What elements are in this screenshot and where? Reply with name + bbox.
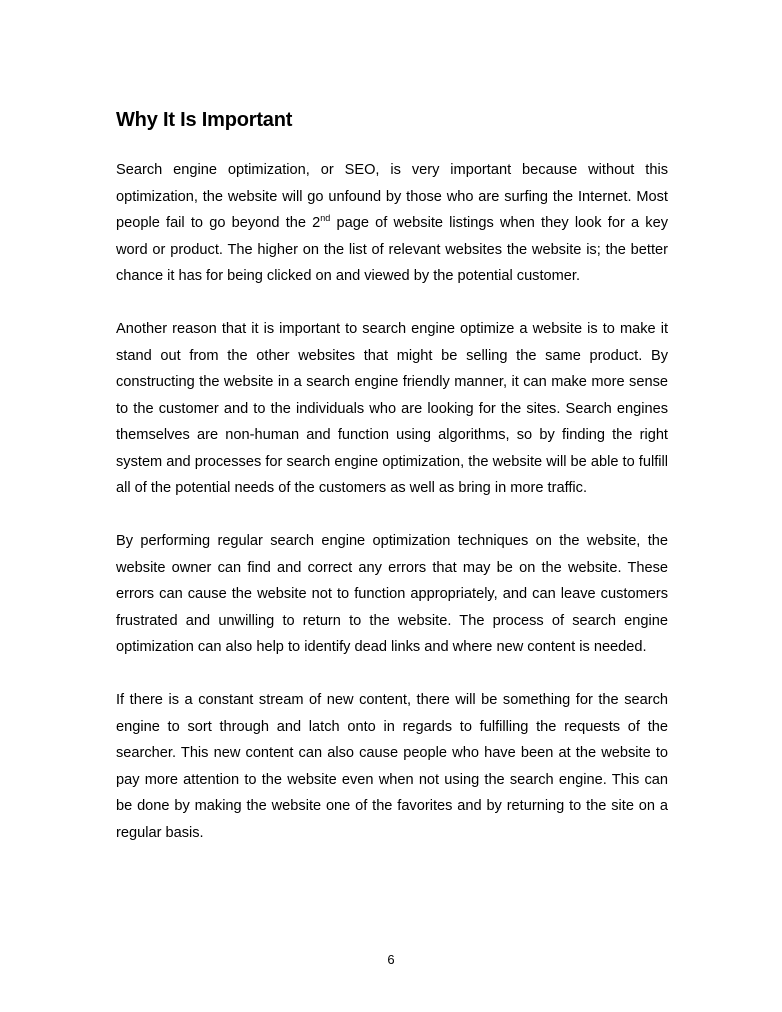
paragraph-4: If there is a constant stream of new content, there will be something for the search engine to sort through and latch onto in regards to fulfilling the requests of the searcher. This new content can also cause people who have been at the website to pay more attention to the website even when not using the search engine. This can be done by making the website one of the favorites and by returning to the site on a regular basis.	[116, 692, 668, 841]
paragraph-2: Another reason that it is important to search engine optimize a website is to make it stand out from the other websites that might be selling the same product. By constructing the website in a search engine friendly manner, it can make more sense to the customer and to the individuals who are looking for the sites. Search engines themselves are non-human and function using algorithms, so by finding the right system and processes for search engine optimization, the website will be able to fulfill all of the potential needs of the customers as well as bring in more traffic.	[116, 321, 668, 496]
body-text	[116, 157, 668, 873]
paragraph-1-text-start: Search engine optimization, or SEO, is very important because without this optimization, the website will go unfound by those who are surfing the Internet. Most people fail to go beyond the 2	[116, 162, 668, 231]
paragraph-1	[116, 157, 668, 290]
section-heading: Why It Is Important	[116, 109, 293, 131]
paragraph-3: By performing regular search engine optimization techniques on the website, the website owner can find and correct any errors that may be on the website. These errors can cause the website not to function appropriately, and can leave customers frustrated and unwilling to return to the website. The process of search engine optimization can also help to identify dead links and where new content is needed.	[116, 533, 668, 655]
ordinal-superscript: nd	[320, 213, 331, 223]
paragraph-1-text-end: page of website listings when they look for a key word or product. The higher on the list of relevant websites the website is; the better chance it has for being clicked on and viewed by the potential customer.	[116, 215, 669, 284]
page-number: 6	[387, 952, 395, 967]
